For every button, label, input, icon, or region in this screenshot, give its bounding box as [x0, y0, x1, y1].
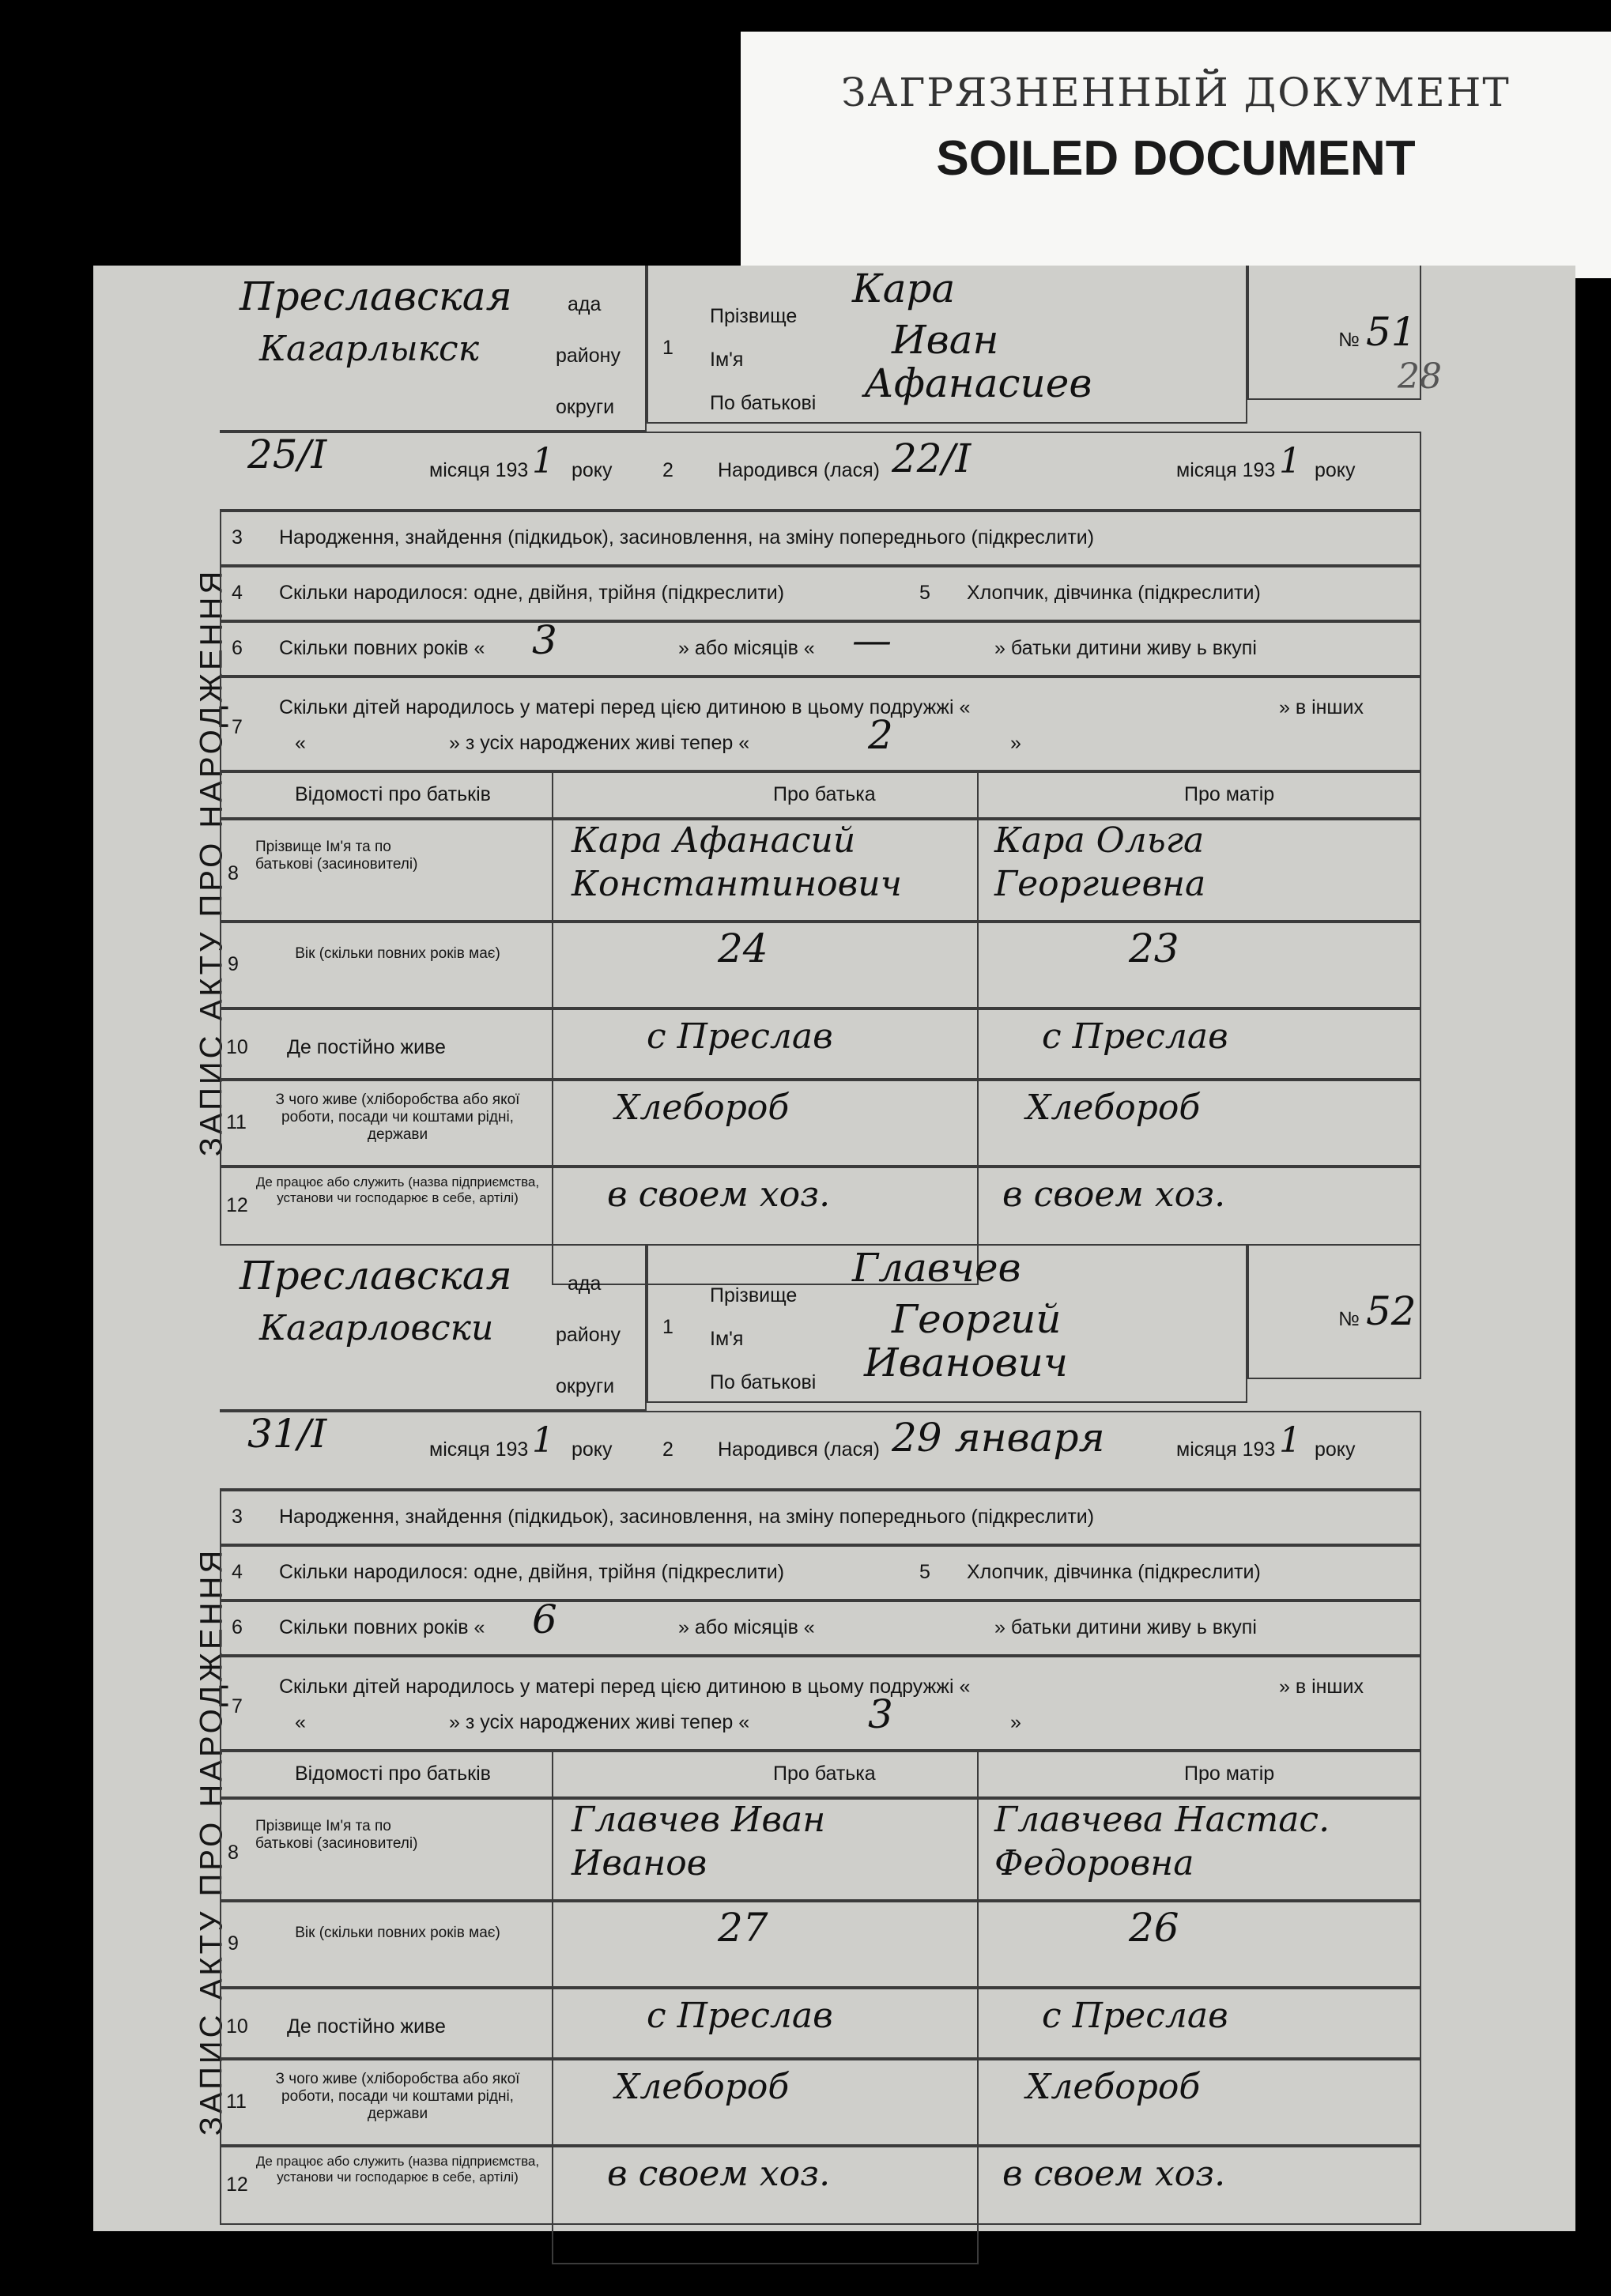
child-surname: Главчев [852, 1245, 1021, 1291]
child-name: Иван [892, 317, 999, 363]
row-number: 8 [228, 1842, 239, 1864]
row-6-label-a: Скільки повних років « [279, 1616, 485, 1638]
father-age: 27 [718, 1905, 768, 1951]
mother-age: 23 [1129, 926, 1179, 971]
row-number: 12 [226, 2173, 248, 2196]
patronymic-label: По батькові [710, 392, 817, 414]
row-7-label-c: « [295, 732, 306, 754]
row-number: 9 [228, 953, 239, 975]
month-label: місяця 193 [429, 1438, 529, 1461]
row-7 [220, 677, 1421, 771]
row-11-label: З чого живе (хліборобства або якої роботи, посади чи коштами рідні, держави [275, 2071, 520, 2122]
name-label: Ім'я [710, 1328, 744, 1350]
row-7 [220, 1656, 1421, 1751]
rada-handwriting: Преславская [240, 1253, 512, 1299]
mother-residence: с Преслав [1042, 1016, 1228, 1057]
years-together: 6 [532, 1597, 557, 1642]
birth-date: 22/I [892, 435, 972, 481]
row-5-label: Хлопчик, дівчинка (підкреслити) [967, 582, 1261, 604]
surname-label: Прізвище [710, 1284, 798, 1306]
born-label: Народився (лася) [718, 1438, 880, 1461]
row-number: 1 [662, 1316, 673, 1338]
soiled-document-label [741, 32, 1611, 278]
year-label: року [572, 1438, 613, 1461]
row-number: 7 [232, 1695, 243, 1717]
raion-label: району [556, 1324, 621, 1346]
raion-handwriting: Кагарловски [259, 1308, 494, 1348]
mother-header: Про матір [1184, 1763, 1275, 1785]
row-7-label-c: « [295, 1711, 306, 1733]
alive-now: 2 [868, 712, 893, 758]
name-label: Ім'я [710, 349, 744, 371]
born-month-label: місяця 193 [1176, 459, 1276, 481]
record-side-title: ЗАПИС АКТУ ПРО НАРОДЖЕННЯ [194, 567, 229, 1157]
row-11-label: З чого живе (хліборобства або якої роботи, посади чи коштами рідні, держави [275, 1091, 520, 1143]
row-number: 12 [226, 1194, 248, 1216]
registration-year-digit: 1 [532, 1420, 554, 1461]
born-year-label: року [1315, 459, 1356, 481]
mother-occupation: Хлебороб [1026, 1088, 1201, 1128]
mother-name: Главчева Настас. Федоровна [994, 1800, 1330, 1883]
months-together: — [852, 617, 892, 663]
row-7-label-d: » з усіх народжених живі тепер « [449, 1711, 750, 1733]
record-side-title: ЗАПИС АКТУ ПРО НАРОДЖЕННЯ [194, 1547, 229, 2136]
okrug-label: округи [556, 396, 615, 418]
row-7-label-e: » [1010, 732, 1021, 754]
child-name: Георгий [892, 1296, 1062, 1342]
father-residence: с Преслав [647, 1996, 833, 2036]
father-age: 24 [718, 926, 768, 971]
father-name: Главчев Иван Иванов [572, 1800, 826, 1883]
row-7-label-a: Скільки дітей народилось у матері перед цією дитиною в цьому подружжі « [279, 696, 971, 718]
mother-header: Про матір [1184, 783, 1275, 805]
row-9 [220, 922, 1421, 1009]
parents-header: Відомості про батьків [295, 1763, 491, 1785]
surname-label: Прізвище [710, 305, 798, 327]
row-number: 7 [232, 716, 243, 738]
rada-label: ада [568, 293, 602, 315]
row-9-label: Вік (скільки повних років має) [295, 945, 500, 962]
row-8-label: Прізвище Ім'я та по батькові (засиновителі) [255, 1818, 418, 1852]
row-number: 4 [232, 582, 243, 604]
row-6-label-c: » батьки дитини живу ь вкупі [994, 637, 1257, 659]
row-number: 8 [228, 862, 239, 884]
row-12-label: Де працює або служить (назва підприємства, установи чи господарює в себе, артілі) [255, 2154, 540, 2185]
patronymic-label: По батькові [710, 1371, 817, 1393]
row-number: 5 [919, 582, 930, 604]
mother-name: Кара Ольга Георгиевна [994, 820, 1206, 904]
father-occupation: Хлебороб [615, 1088, 790, 1128]
rada-handwriting: Преславская [240, 273, 512, 319]
label-russian: ЗАГРЯЗНЕННЫЙ ДОКУМЕНТ [841, 70, 1511, 115]
father-workplace: в своем хоз. [607, 1174, 831, 1215]
row-6-label-c: » батьки дитини живу ь вкупі [994, 1616, 1257, 1638]
father-workplace: в своем хоз. [607, 2154, 831, 2194]
father-name: Кара Афанасий Константинович [572, 820, 902, 904]
row-number: 10 [226, 1036, 248, 1058]
row-7-label-a: Скільки дітей народилось у матері перед цією дитиною в цьому подружжі « [279, 1676, 971, 1698]
registration-date: 25/I [247, 432, 327, 477]
born-month-label: місяця 193 [1176, 1438, 1276, 1461]
row-4-label: Скільки народилося: одне, двійня, трійня (підкреслити) [279, 582, 785, 604]
parents-header: Відомості про батьків [295, 783, 491, 805]
row-6-label-b: » або місяців « [678, 637, 815, 659]
row-number: 2 [662, 459, 673, 481]
born-label: Народився (лася) [718, 459, 880, 481]
row-6-label-b: » або місяців « [678, 1616, 815, 1638]
row-10-label: Де постійно живе [287, 1036, 446, 1058]
row-7-label-b: » в інших [1279, 1676, 1364, 1698]
alive-now: 3 [868, 1691, 893, 1737]
row-7-label-e: » [1010, 1711, 1021, 1733]
row-6-label-a: Скільки повних років « [279, 637, 485, 659]
row-9-label: Вік (скільки повних років має) [295, 1925, 500, 1941]
mother-workplace: в своем хоз. [1002, 1174, 1226, 1215]
row-number: 5 [919, 1561, 930, 1583]
mother-age: 26 [1129, 1905, 1179, 1951]
row-9 [220, 1901, 1421, 1988]
row-7-label-b: » в інших [1279, 696, 1364, 718]
row-number: 11 [226, 2091, 247, 2113]
father-occupation: Хлебороб [615, 2067, 790, 2107]
alt-record-number: 28 [1398, 356, 1442, 397]
row-8-label: Прізвище Ім'я та по батькові (засиновителі) [255, 839, 418, 873]
label-english: SOILED DOCUMENT [936, 131, 1416, 186]
row-7-label-d: » з усіх народжених живі тепер « [449, 732, 750, 754]
row-number: 6 [232, 1616, 243, 1638]
years-together: 3 [532, 617, 557, 663]
raion-handwriting: Кагарлыкск [259, 329, 479, 369]
birth-date: 29 января [892, 1415, 1105, 1461]
record-number: 52 [1366, 1288, 1417, 1334]
row-number: 3 [232, 1506, 243, 1528]
record-number: 51 [1366, 309, 1417, 355]
birth-year-digit: 1 [1279, 441, 1301, 481]
row-5-label: Хлопчик, дівчинка (підкреслити) [967, 1561, 1261, 1583]
child-patronymic: Иванович [864, 1340, 1068, 1386]
row-3-label: Народження, знайдення (підкидьок), засиновлення, на зміну попереднього (підкреслити) [279, 526, 1095, 549]
row-number: 11 [226, 1111, 247, 1133]
number-label: № [1338, 329, 1360, 351]
row-4-label: Скільки народилося: одне, двійня, трійня (підкреслити) [279, 1561, 785, 1583]
child-patronymic: Афанасиев [864, 360, 1092, 406]
month-label: місяця 193 [429, 459, 529, 481]
row-number: 10 [226, 2015, 248, 2038]
registration-date: 31/I [247, 1411, 327, 1457]
father-header: Про батька [773, 783, 876, 805]
row-number: 2 [662, 1438, 673, 1461]
okrug-label: округи [556, 1375, 615, 1397]
number-label: № [1338, 1308, 1360, 1330]
row-number: 3 [232, 526, 243, 549]
registration-year-digit: 1 [532, 441, 554, 481]
father-residence: с Преслав [647, 1016, 833, 1057]
mother-workplace: в своем хоз. [1002, 2154, 1226, 2194]
row-number: 1 [662, 337, 673, 359]
child-surname: Кара [852, 266, 956, 311]
row-10-label: Де постійно живе [287, 2015, 446, 2038]
mother-residence: с Преслав [1042, 1996, 1228, 2036]
row-12-label: Де працює або служить (назва підприємства, установи чи господарює в себе, артілі) [255, 1174, 540, 1205]
father-header: Про батька [773, 1763, 876, 1785]
row-number: 4 [232, 1561, 243, 1583]
year-label: року [572, 459, 613, 481]
raion-label: району [556, 345, 621, 367]
rada-label: ада [568, 1272, 602, 1295]
row-number: 9 [228, 1932, 239, 1955]
row-number: 6 [232, 637, 243, 659]
born-year-label: року [1315, 1438, 1356, 1461]
birth-year-digit: 1 [1279, 1420, 1301, 1461]
mother-occupation: Хлебороб [1026, 2067, 1201, 2107]
row-3-label: Народження, знайдення (підкидьок), засиновлення, на зміну попереднього (підкреслити) [279, 1506, 1095, 1528]
